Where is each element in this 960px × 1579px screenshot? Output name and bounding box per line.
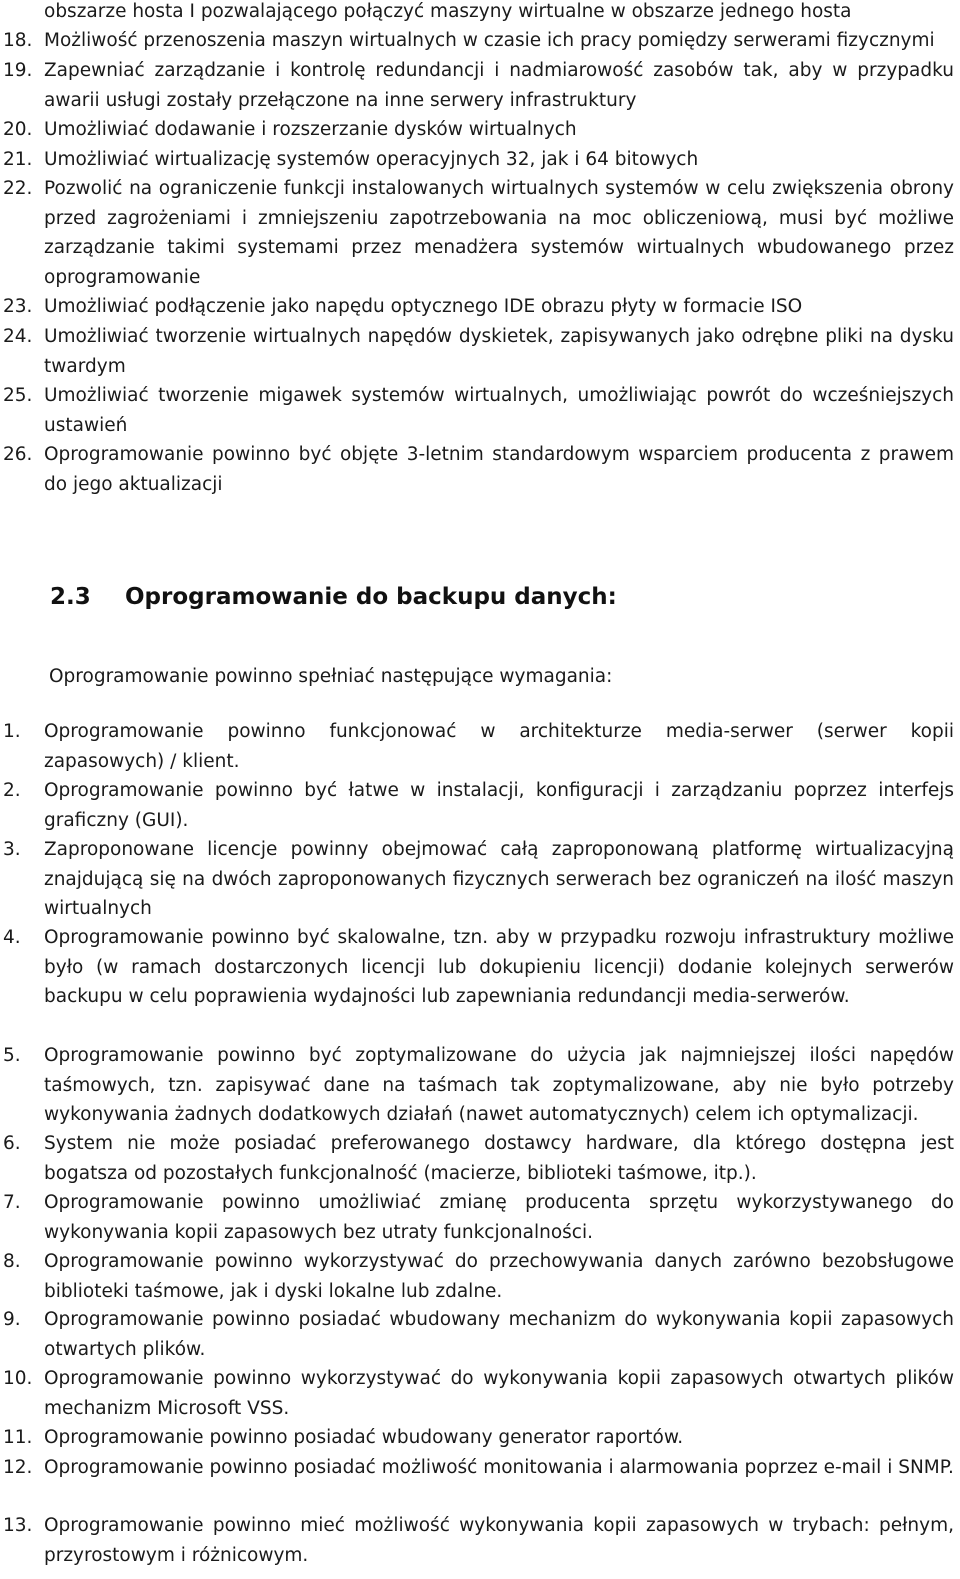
requirement-item (0, 1453, 954, 1483)
requirement-item (0, 1423, 954, 1453)
list-item-number: 6. (3, 1133, 21, 1154)
list-item (0, 322, 954, 381)
list-item (0, 115, 954, 145)
list-item-text: Możliwość przenoszenia maszyn wirtualnych w czasie ich pracy pomiędzy serwerami fizycznymi (44, 30, 935, 51)
list-item (0, 56, 954, 115)
list-item-text: Umożliwiać dodawanie i rozszerzanie dysków wirtualnych (44, 119, 577, 140)
list-item (0, 174, 954, 292)
list-item-number: 9. (3, 1309, 21, 1330)
requirement-item (0, 1305, 954, 1364)
list-item-text: Oprogramowanie powinno być łatwe w instalacji, konfiguracji i zarządzaniu poprzez interfejs graficzny (GUI). (44, 780, 954, 831)
list-item-text: Oprogramowanie powinno być zoptymalizowane do użycia jak najmniejszej ilości napędów taśmowych, tzn. zapisywać dane na taśmach tak zoptymalizowane, aby nie było potrzeby wykonywania żadnych dodatkowych działań (nawet automatycznych) celem ich optymalizacji. (44, 1045, 954, 1125)
requirement-item (0, 835, 954, 924)
list-item-text: Oprogramowanie powinno wykorzystywać do przechowywania danych zarówno bezobsługowe biblioteki taśmowe, jak i dyski lokalne lub zdalne. (44, 1251, 954, 1302)
section-intro: Oprogramowanie powinno spełniać następujące wymagania: (49, 666, 613, 687)
requirement-item (0, 776, 954, 835)
list-item-text: Umożliwiać wirtualizację systemów operacyjnych 32, jak i 64 bitowych (44, 149, 699, 170)
list-item-text: Oprogramowanie powinno umożliwiać zmianę producenta sprzętu wykorzystywanego do wykonywania kopii zapasowych bez utraty funkcjonalności. (44, 1192, 954, 1243)
list-item (0, 145, 954, 175)
list-item-text: Umożliwiać tworzenie migawek systemów wirtualnych, umożliwiając powrót do wcześniejszych ustawień (44, 385, 954, 436)
section-number: 2.3 (50, 584, 91, 610)
list-item-text: System nie może posiadać preferowanego dostawcy hardware, dla którego dostępna jest bogatsza od pozostałych funkcjonalność (macierze, biblioteki taśmowe, itp.). (44, 1133, 954, 1184)
list-item-number: 26. (3, 444, 33, 465)
list-item-number: 7. (3, 1192, 21, 1213)
list-item-text: Umożliwiać tworzenie wirtualnych napędów dyskietek, zapisywanych jako odrębne pliki na dysku twardym (44, 326, 954, 377)
list-item-number: 19. (3, 60, 33, 81)
requirement-item (0, 1511, 954, 1570)
list-item-number: 1. (3, 721, 21, 742)
requirement-item (0, 1188, 954, 1247)
continued-paragraph: obszarze hosta I pozwalającego połączyć maszyny wirtualne w obszarze jednego hosta (44, 1, 852, 22)
list-item-number: 24. (3, 326, 33, 347)
list-item-text: Oprogramowanie powinno być objęte 3-letnim standardowym wsparciem producenta z prawem do jego aktualizacji (44, 444, 954, 495)
section-title: Oprogramowanie do backupu danych: (125, 584, 617, 610)
list-item-number: 23. (3, 296, 33, 317)
list-item-text: Oprogramowanie powinno posiadać możliwość monitowania i alarmowania poprzez e-mail i SNMP. (44, 1457, 954, 1478)
requirement-item (0, 1041, 954, 1130)
list-item-text: Oprogramowanie powinno wykorzystywać do wykonywania kopii zapasowych otwartych plików mechanizm Microsoft VSS. (44, 1368, 954, 1419)
requirement-item (0, 923, 954, 1012)
list-item-number: 2. (3, 780, 21, 801)
list-item-text: Oprogramowanie powinno być skalowalne, tzn. aby w przypadku rozwoju infrastruktury możliwe było (w ramach dostarczonych licencji lub dokupieniu licencji) dodanie kolejnych serwerów backupu w celu poprawienia wydajności lub zapewniania redundancji media-serwerów. (44, 927, 954, 1007)
list-item-number: 13. (3, 1515, 33, 1536)
list-item (0, 440, 954, 499)
list-item-text: Oprogramowanie powinno posiadać wbudowany mechanizm do wykonywania kopii zapasowych otwartych plików. (44, 1309, 954, 1360)
requirement-item (0, 1364, 954, 1423)
list-item-text: Pozwolić na ograniczenie funkcji instalowanych wirtualnych systemów w celu zwiększenia obrony przed zagrożeniami i zmniejszeniu zapotrzebowania na moc obliczeniową, musi być możliwe zarządzanie takimi systemami przez menadżera systemów wirtualnych wbudowanego przez oprogramowanie (44, 178, 954, 288)
list-item-number: 21. (3, 149, 33, 170)
list-item-number: 3. (3, 839, 21, 860)
list-item-number: 8. (3, 1251, 21, 1272)
section-heading (50, 581, 617, 613)
requirement-item (0, 1129, 954, 1188)
list-item-text: Oprogramowanie powinno posiadać wbudowany generator raportów. (44, 1427, 684, 1448)
list-item-number: 10. (3, 1368, 33, 1389)
list-item-text: Oprogramowanie powinno mieć możliwość wykonywania kopii zapasowych w trybach: pełnym, przyrostowym i różnicowym. (44, 1515, 954, 1566)
list-item-text: Oprogramowanie powinno funkcjonować w architekturze media-serwer (serwer kopii zapasowych) / klient. (44, 721, 954, 772)
list-item-number: 11. (3, 1427, 33, 1448)
requirement-item (0, 1247, 954, 1306)
list-item-text: Zaproponowane licencje powinny obejmować całą zaproponowaną platformę wirtualizacyjną znajdującą się na dwóch zaproponowanych fizycznych serwerach bez ograniczeń na ilość maszyn wirtualnych (44, 839, 954, 919)
list-item (0, 26, 954, 56)
list-item-number: 5. (3, 1045, 21, 1066)
list-item-number: 18. (3, 30, 33, 51)
list-item-number: 25. (3, 385, 33, 406)
list-item-text: Umożliwiać podłączenie jako napędu optycznego IDE obrazu płyty w formacie ISO (44, 296, 803, 317)
list-item-number: 4. (3, 927, 21, 948)
requirement-item (0, 717, 954, 776)
list-item (0, 381, 954, 440)
list-item (0, 292, 954, 322)
list-item-text: Zapewniać zarządzanie i kontrolę redundancji i nadmiarowość zasobów tak, aby w przypadku awarii usługi zostały przełączone na inne serwery infrastruktury (44, 60, 954, 111)
list-item-number: 20. (3, 119, 33, 140)
list-item-number: 12. (3, 1457, 33, 1478)
list-item-number: 22. (3, 178, 33, 199)
